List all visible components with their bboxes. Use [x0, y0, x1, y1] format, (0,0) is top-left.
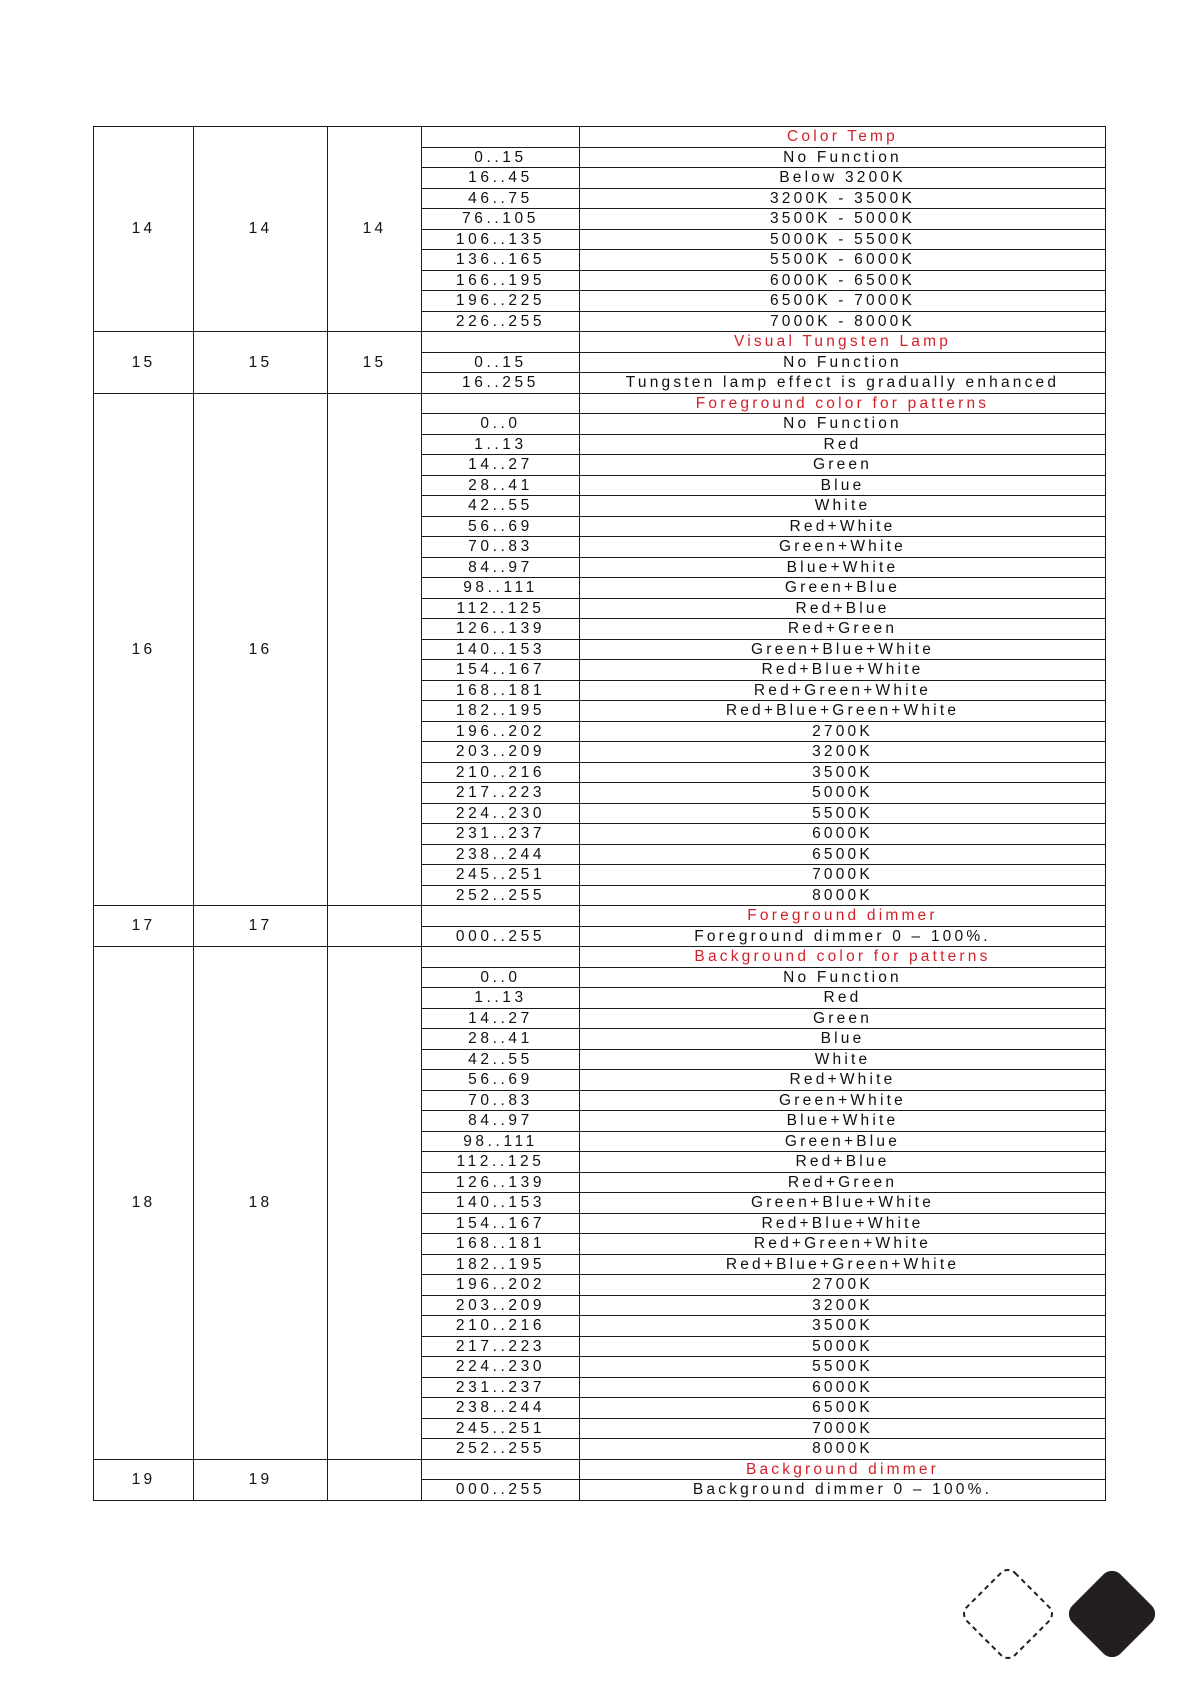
- function-description: Red+White: [580, 1070, 1106, 1091]
- function-description: 6500K: [580, 844, 1106, 865]
- function-description: 7000K - 8000K: [580, 311, 1106, 332]
- function-description: Background dimmer 0 – 100%.: [580, 1480, 1106, 1501]
- function-description: Green+Blue: [580, 1131, 1106, 1152]
- dmx-table-body: [94, 127, 1106, 1501]
- channel-ch2-cell: 18: [194, 947, 328, 1460]
- dmx-value-range: 56..69: [422, 1070, 580, 1091]
- dmx-value-range: 203..209: [422, 742, 580, 763]
- function-description: No Function: [580, 967, 1106, 988]
- function-description: Foreground dimmer 0 – 100%.: [580, 926, 1106, 947]
- channel-ch1-cell: 17: [94, 906, 194, 947]
- function-description: No Function: [580, 147, 1106, 168]
- function-description: Red+Blue+Green+White: [580, 1254, 1106, 1275]
- function-description: Green+Blue+White: [580, 639, 1106, 660]
- header-range-cell: [422, 127, 580, 148]
- dmx-value-range: 70..83: [422, 537, 580, 558]
- function-description: Green+Blue+White: [580, 1193, 1106, 1214]
- channel-ch1-cell: 19: [94, 1459, 194, 1500]
- dmx-value-range: 154..167: [422, 1213, 580, 1234]
- function-header: Foreground dimmer: [580, 906, 1106, 927]
- dmx-value-range: 231..237: [422, 1377, 580, 1398]
- dmx-value-range: 126..139: [422, 1172, 580, 1193]
- dmx-value-range: 14..27: [422, 455, 580, 476]
- table-row: [94, 1459, 1106, 1480]
- dmx-value-range: 238..244: [422, 844, 580, 865]
- dmx-value-range: 196..225: [422, 291, 580, 312]
- dmx-value-range: 112..125: [422, 598, 580, 619]
- dmx-value-range: 112..125: [422, 1152, 580, 1173]
- function-description: 6000K: [580, 1377, 1106, 1398]
- function-description: Blue: [580, 475, 1106, 496]
- function-description: Red+Green: [580, 619, 1106, 640]
- dmx-value-range: 106..135: [422, 229, 580, 250]
- dmx-value-range: 231..237: [422, 824, 580, 845]
- header-range-cell: [422, 332, 580, 353]
- channel-ch2-cell: 16: [194, 393, 328, 906]
- dmx-value-range: 84..97: [422, 1111, 580, 1132]
- dmx-value-range: 76..105: [422, 209, 580, 230]
- channel-ch1-cell: 18: [94, 947, 194, 1460]
- channel-ch2-cell: 17: [194, 906, 328, 947]
- function-description: 7000K: [580, 865, 1106, 886]
- dmx-value-range: 238..244: [422, 1398, 580, 1419]
- dmx-value-range: 000..255: [422, 926, 580, 947]
- channel-ch2-cell: 15: [194, 332, 328, 394]
- channel-ch3-cell: 15: [328, 332, 422, 394]
- channel-ch3-cell: 14: [328, 127, 422, 332]
- function-description: Blue+White: [580, 557, 1106, 578]
- function-description: Red+Blue: [580, 598, 1106, 619]
- function-header: Foreground color for patterns: [580, 393, 1106, 414]
- dmx-value-range: 14..27: [422, 1008, 580, 1029]
- dmx-value-range: 168..181: [422, 1234, 580, 1255]
- dmx-value-range: 70..83: [422, 1090, 580, 1111]
- channel-ch3-cell: [328, 906, 422, 947]
- dmx-value-range: 28..41: [422, 1029, 580, 1050]
- function-description: 3200K - 3500K: [580, 188, 1106, 209]
- dmx-value-range: 42..55: [422, 1049, 580, 1070]
- function-description: Red+Blue+Green+White: [580, 701, 1106, 722]
- function-description: 6000K - 6500K: [580, 270, 1106, 291]
- header-range-cell: [422, 1459, 580, 1480]
- dmx-value-range: 168..181: [422, 680, 580, 701]
- function-description: Tungsten lamp effect is gradually enhanced: [580, 373, 1106, 394]
- dmx-value-range: 0..0: [422, 967, 580, 988]
- function-description: 5500K - 6000K: [580, 250, 1106, 271]
- dmx-value-range: 16..255: [422, 373, 580, 394]
- dmx-value-range: 98..111: [422, 578, 580, 599]
- function-description: 6500K: [580, 1398, 1106, 1419]
- function-description: 5000K: [580, 1336, 1106, 1357]
- dmx-value-range: 226..255: [422, 311, 580, 332]
- dmx-value-range: 16..45: [422, 168, 580, 189]
- dmx-value-range: 126..139: [422, 619, 580, 640]
- function-description: 8000K: [580, 885, 1106, 906]
- function-header: Color Temp: [580, 127, 1106, 148]
- header-range-cell: [422, 906, 580, 927]
- channel-ch1-cell: 15: [94, 332, 194, 394]
- function-description: Red+Blue+White: [580, 660, 1106, 681]
- function-description: Blue+White: [580, 1111, 1106, 1132]
- function-description: 3200K: [580, 1295, 1106, 1316]
- table-row: [94, 947, 1106, 968]
- dmx-value-range: 252..255: [422, 885, 580, 906]
- function-description: Green: [580, 455, 1106, 476]
- function-description: 6000K: [580, 824, 1106, 845]
- dmx-value-range: 245..251: [422, 865, 580, 886]
- channel-ch3-cell: [328, 1459, 422, 1500]
- function-description: 2700K: [580, 1275, 1106, 1296]
- dmx-value-range: 224..230: [422, 1357, 580, 1378]
- dmx-value-range: 0..15: [422, 352, 580, 373]
- dmx-value-range: 182..195: [422, 701, 580, 722]
- dmx-value-range: 210..216: [422, 1316, 580, 1337]
- dmx-value-range: 42..55: [422, 496, 580, 517]
- outline-diamond-icon: [952, 1558, 1064, 1670]
- dmx-value-range: 182..195: [422, 1254, 580, 1275]
- table-row: [94, 906, 1106, 927]
- dmx-value-range: 217..223: [422, 1336, 580, 1357]
- dmx-value-range: 217..223: [422, 783, 580, 804]
- function-description: 3200K: [580, 742, 1106, 763]
- dmx-value-range: 196..202: [422, 1275, 580, 1296]
- dmx-value-range: 224..230: [422, 803, 580, 824]
- dmx-value-range: 0..15: [422, 147, 580, 168]
- function-description: Red: [580, 988, 1106, 1009]
- dmx-value-range: 000..255: [422, 1480, 580, 1501]
- function-description: 3500K - 5000K: [580, 209, 1106, 230]
- function-description: Green+Blue: [580, 578, 1106, 599]
- dmx-value-range: 136..165: [422, 250, 580, 271]
- dmx-value-range: 252..255: [422, 1439, 580, 1460]
- channel-ch1-cell: 16: [94, 393, 194, 906]
- function-description: Green+White: [580, 1090, 1106, 1111]
- dmx-value-range: 0..0: [422, 414, 580, 435]
- header-range-cell: [422, 947, 580, 968]
- dmx-value-range: 196..202: [422, 721, 580, 742]
- channel-ch1-cell: 14: [94, 127, 194, 332]
- function-description: White: [580, 496, 1106, 517]
- dmx-value-range: 1..13: [422, 988, 580, 1009]
- function-description: Red+Blue: [580, 1152, 1106, 1173]
- function-description: Blue: [580, 1029, 1106, 1050]
- function-description: Red: [580, 434, 1106, 455]
- function-description: 5000K - 5500K: [580, 229, 1106, 250]
- function-description: Red+Green: [580, 1172, 1106, 1193]
- function-description: Red+Green+White: [580, 1234, 1106, 1255]
- dmx-value-range: 56..69: [422, 516, 580, 537]
- dmx-value-range: 245..251: [422, 1418, 580, 1439]
- function-description: Red+White: [580, 516, 1106, 537]
- dmx-value-range: 140..153: [422, 1193, 580, 1214]
- dmx-value-range: 1..13: [422, 434, 580, 455]
- function-description: Green: [580, 1008, 1106, 1029]
- solid-diamond-icon: [1056, 1558, 1168, 1670]
- dmx-value-range: 84..97: [422, 557, 580, 578]
- function-description: Red+Blue+White: [580, 1213, 1106, 1234]
- function-description: 8000K: [580, 1439, 1106, 1460]
- function-header: Background dimmer: [580, 1459, 1106, 1480]
- function-description: 2700K: [580, 721, 1106, 742]
- function-description: 3500K: [580, 1316, 1106, 1337]
- function-header: Visual Tungsten Lamp: [580, 332, 1106, 353]
- channel-ch3-cell: [328, 947, 422, 1460]
- channel-ch2-cell: 19: [194, 1459, 328, 1500]
- header-range-cell: [422, 393, 580, 414]
- table-row: [94, 393, 1106, 414]
- channel-ch3-cell: [328, 393, 422, 906]
- dmx-value-range: 28..41: [422, 475, 580, 496]
- function-description: No Function: [580, 352, 1106, 373]
- channel-ch2-cell: 14: [194, 127, 328, 332]
- function-description: Green+White: [580, 537, 1106, 558]
- function-description: 7000K: [580, 1418, 1106, 1439]
- dmx-value-range: 98..111: [422, 1131, 580, 1152]
- function-description: 5500K: [580, 1357, 1106, 1378]
- dmx-value-range: 210..216: [422, 762, 580, 783]
- function-description: 5500K: [580, 803, 1106, 824]
- function-description: Red+Green+White: [580, 680, 1106, 701]
- dmx-value-range: 203..209: [422, 1295, 580, 1316]
- function-description: 3500K: [580, 762, 1106, 783]
- table-row: [94, 127, 1106, 148]
- function-description: 5000K: [580, 783, 1106, 804]
- dmx-value-range: 154..167: [422, 660, 580, 681]
- function-description: Below 3200K: [580, 168, 1106, 189]
- table-row: [94, 332, 1106, 353]
- dmx-channel-table: [93, 126, 1106, 1501]
- function-description: 6500K - 7000K: [580, 291, 1106, 312]
- function-description: White: [580, 1049, 1106, 1070]
- function-description: No Function: [580, 414, 1106, 435]
- dmx-value-range: 166..195: [422, 270, 580, 291]
- dmx-value-range: 46..75: [422, 188, 580, 209]
- dmx-value-range: 140..153: [422, 639, 580, 660]
- function-header: Background color for patterns: [580, 947, 1106, 968]
